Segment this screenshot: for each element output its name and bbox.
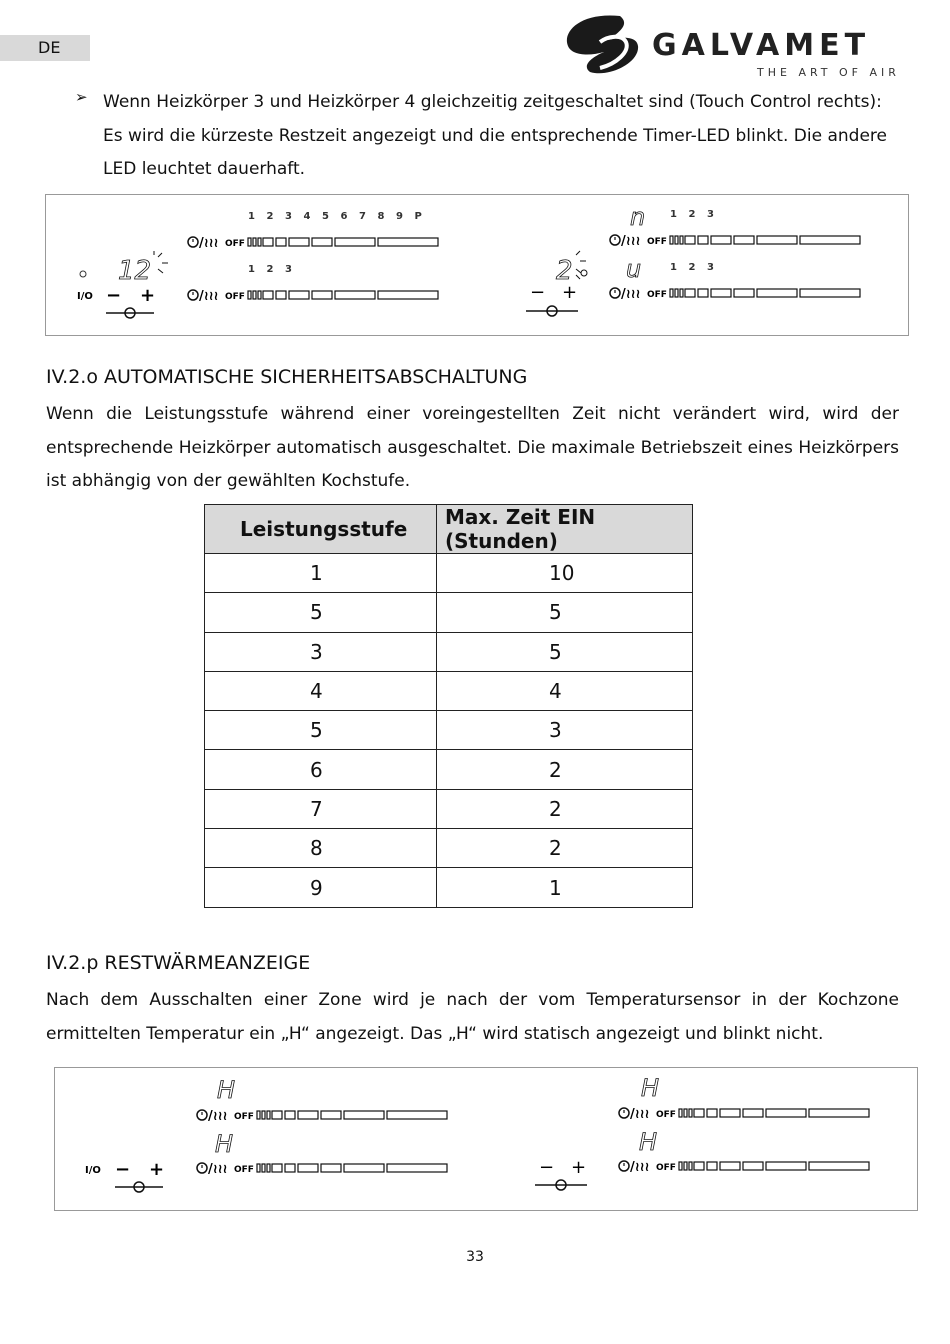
cell-hours: 3 — [437, 711, 693, 750]
cell-level: 4 — [205, 671, 437, 710]
zone-row-top-right — [610, 209, 860, 249]
off-label: OFF — [225, 239, 245, 249]
cell-hours: 2 — [437, 750, 693, 789]
panel1-drawing — [46, 195, 910, 337]
heat-icon: /≀≀≀ — [630, 1107, 650, 1122]
power-bar-segment — [272, 1164, 282, 1172]
power-bar-segment — [800, 236, 860, 244]
power-bar-segment — [694, 1162, 704, 1170]
power-bar-segment — [285, 1164, 295, 1172]
scale-label: P — [414, 211, 422, 222]
heat-icon: /≀≀≀ — [208, 1109, 228, 1124]
io-label: I/O — [77, 291, 93, 302]
off-label: OFF — [647, 290, 667, 300]
zone-row-2-bottom-right — [619, 1160, 869, 1175]
power-bar-segment — [262, 1111, 265, 1119]
power-bar-segment — [766, 1109, 806, 1117]
power-bar-segment — [298, 1111, 318, 1119]
power-bar-segment — [253, 238, 256, 246]
power-level-table — [204, 504, 693, 908]
table-row — [205, 632, 693, 671]
zone-row-bottom-right — [610, 262, 860, 302]
brand-tagline: THE ART OF AIR — [757, 66, 900, 79]
power-bar-segment — [684, 1109, 687, 1117]
right-top-digit: n — [630, 203, 646, 231]
h-display-2: H — [215, 1130, 234, 1158]
power-bar-segment — [258, 291, 261, 299]
power-bar-segment — [378, 238, 438, 246]
cell-level: 6 — [205, 750, 437, 789]
power-bar-segment — [312, 291, 332, 299]
off-label: OFF — [234, 1165, 254, 1175]
power-bar-segment — [757, 289, 797, 297]
scale-label: 7 — [359, 211, 366, 222]
power-bar-segment — [258, 238, 261, 246]
blink-led-icon — [581, 270, 587, 276]
power-bar-segment — [680, 289, 683, 297]
power-bar-segment — [267, 1164, 270, 1172]
power-bar-segment — [679, 1162, 682, 1170]
cell-level: 5 — [205, 711, 437, 750]
power-bar-segment — [321, 1111, 341, 1119]
power-bar-segment — [276, 238, 286, 246]
minus-key-right: − — [530, 282, 546, 303]
scale-label: 6 — [340, 211, 348, 222]
power-bar-segment — [679, 1109, 682, 1117]
power-bar-segment — [312, 238, 332, 246]
cell-hours: 10 — [437, 554, 693, 593]
power-bar-segment — [711, 236, 731, 244]
power-bar-segment — [800, 289, 860, 297]
power-bar-segment — [766, 1162, 806, 1170]
brand-name: GALVAMET — [652, 28, 871, 63]
scale-label: 8 — [377, 211, 385, 222]
scale-label: 3 — [285, 264, 292, 275]
power-bar-segment — [262, 1164, 265, 1172]
scale-label: 5 — [322, 211, 329, 222]
power-bar-segment — [670, 289, 673, 297]
power-bar-segment — [689, 1162, 692, 1170]
minus-key-2: − — [115, 1159, 131, 1180]
power-bar-segment — [257, 1111, 260, 1119]
plus-key-2r: + — [571, 1157, 587, 1178]
minus-key: − — [106, 285, 122, 306]
table-row — [205, 829, 693, 868]
touch-control-panel-timer — [45, 194, 909, 336]
scale-label: 2 — [266, 211, 274, 222]
table-row — [205, 554, 693, 593]
table-row — [205, 593, 693, 632]
power-bar-segment — [378, 291, 438, 299]
power-bar-segment — [689, 1109, 692, 1117]
h-display-3: H — [641, 1074, 660, 1102]
zone-row-2-top-right — [619, 1107, 869, 1122]
scale-label: 3 — [707, 209, 714, 220]
power-bar-segment — [734, 289, 754, 297]
residual-heat-text: Nach dem Ausschalten einer Zone wird je nach der vom Temperatursensor in der Kochzone ermittelten Temperatur ein „H“ angezeigt. Das „H“ wird statisch angezeigt und blinkt nicht. — [46, 990, 899, 1044]
power-bar-segment — [344, 1164, 384, 1172]
power-bar-segment — [253, 291, 256, 299]
cell-level: 5 — [205, 593, 437, 632]
off-label: OFF — [225, 292, 245, 302]
power-bar-segment — [248, 291, 251, 299]
safety-shutoff-text: Wenn die Leistungsstufe während einer voreingestellten Zeit nicht verändert wird, wird der entsprechende Heizkörper automatisch ausgeschaltet. Die maximale Betriebszeit eines Heizkörpers ist abhängig von der gewählten Kochstufe. — [46, 404, 899, 491]
h-display-4: H — [639, 1128, 658, 1156]
cell-hours: 2 — [437, 829, 693, 868]
power-bar-segment — [720, 1162, 740, 1170]
power-bar-segment — [675, 236, 678, 244]
table-row — [205, 711, 693, 750]
heading-safety-shutoff: IV.2.o AUTOMATISCHE SICHERHEITSABSCHALTUNG — [46, 366, 528, 388]
blink-rays-icon — [154, 251, 168, 273]
power-bar-segment — [276, 291, 286, 299]
power-bar-segment — [267, 1111, 270, 1119]
power-bar-segment — [720, 1109, 740, 1117]
power-led-icon — [80, 271, 86, 277]
table-row — [205, 671, 693, 710]
heat-icon: /≀≀≀ — [199, 236, 219, 251]
plus-key-2: + — [149, 1159, 165, 1180]
zone-row-top-left — [188, 211, 438, 251]
cell-hours: 5 — [437, 632, 693, 671]
panel2-drawing — [55, 1068, 919, 1212]
zone-row-2-bottom-left — [197, 1162, 447, 1177]
power-bar-segment — [263, 238, 273, 246]
off-label: OFF — [647, 237, 667, 247]
power-bar-segment — [321, 1164, 341, 1172]
cell-level: 7 — [205, 789, 437, 828]
power-bar-segment — [757, 236, 797, 244]
heat-icon: /≀≀≀ — [199, 289, 219, 304]
power-bar-segment — [698, 289, 708, 297]
heat-icon: /≀≀≀ — [208, 1162, 228, 1177]
power-bar-segment — [335, 238, 375, 246]
language-tag: DE — [0, 35, 90, 61]
heat-icon: /≀≀≀ — [630, 1160, 650, 1175]
scale-label: 4 — [303, 211, 311, 222]
zone-row-bottom-left — [188, 264, 438, 304]
scale-label: 1 — [670, 262, 677, 273]
touch-control-panel-residual — [54, 1067, 918, 1211]
table-header-time: Max. Zeit EIN (Stunden) — [437, 505, 693, 554]
power-bar-segment — [289, 238, 309, 246]
power-bar-segment — [711, 289, 731, 297]
plus-key-right: + — [562, 282, 578, 303]
scale-label: 1 — [248, 211, 255, 222]
scale-label: 1 — [670, 209, 677, 220]
right-bottom-digit: u — [626, 255, 642, 283]
power-bar-segment — [257, 1164, 260, 1172]
power-bar-segment — [263, 291, 273, 299]
power-bar-segment — [298, 1164, 318, 1172]
plus-key: + — [140, 285, 156, 306]
zone-row-2-top-left — [197, 1109, 447, 1124]
off-label: OFF — [656, 1163, 676, 1173]
power-bar-segment — [685, 236, 695, 244]
heat-icon: /≀≀≀ — [621, 234, 641, 249]
power-bar-segment — [809, 1109, 869, 1117]
scale-label: 1 — [248, 264, 255, 275]
power-bar-segment — [285, 1111, 295, 1119]
power-bar-segment — [743, 1162, 763, 1170]
power-bar-segment — [335, 291, 375, 299]
page-number: 33 — [466, 1249, 484, 1265]
scale-label: 3 — [707, 262, 714, 273]
h-display-1: H — [217, 1076, 236, 1104]
table-header-row — [205, 505, 693, 554]
power-bar-segment — [707, 1109, 717, 1117]
cell-hours: 5 — [437, 593, 693, 632]
galvamet-logo-icon — [560, 12, 645, 78]
scale-label: 3 — [285, 211, 292, 222]
power-bar-segment — [670, 236, 673, 244]
cell-hours: 1 — [437, 868, 693, 907]
power-bar-segment — [809, 1162, 869, 1170]
right-display: 2 — [556, 256, 573, 286]
power-bar-segment — [707, 1162, 717, 1170]
power-bar-segment — [248, 238, 251, 246]
scale-label: 2 — [266, 264, 274, 275]
left-display: 12 — [118, 256, 152, 286]
cell-level: 1 — [205, 554, 437, 593]
power-bar-segment — [289, 291, 309, 299]
power-bar-segment — [734, 236, 754, 244]
heat-icon: /≀≀≀ — [621, 287, 641, 302]
heading-residual-heat: IV.2.p RESTWÄRMEANZEIGE — [46, 952, 311, 974]
scale-label: 2 — [688, 209, 696, 220]
power-bar-segment — [675, 289, 678, 297]
power-bar-segment — [387, 1111, 447, 1119]
power-bar-segment — [272, 1111, 282, 1119]
table-row — [205, 868, 693, 907]
power-bar-segment — [743, 1109, 763, 1117]
power-bar-segment — [685, 289, 695, 297]
off-label: OFF — [234, 1112, 254, 1122]
cell-hours: 2 — [437, 789, 693, 828]
off-label: OFF — [656, 1110, 676, 1120]
minus-key-2r: − — [539, 1157, 555, 1178]
power-bar-segment — [694, 1109, 704, 1117]
bullet-marker: ➢ — [75, 88, 88, 106]
bullet-text: Wenn Heizkörper 3 und Heizkörper 4 gleichzeitig zeitgeschaltet sind (Touch Control rechts): Es wird die kürzeste Restzeit angezeigt und die entsprechende Timer-LED blinkt. Die andere LED leuchtet dauerhaft. — [103, 92, 887, 179]
scale-label: 9 — [396, 211, 403, 222]
io-label-2: I/O — [85, 1165, 101, 1176]
cell-level: 3 — [205, 632, 437, 671]
cell-level: 8 — [205, 829, 437, 868]
power-bar-segment — [698, 236, 708, 244]
power-bar-segment — [387, 1164, 447, 1172]
table-row — [205, 789, 693, 828]
power-bar-segment — [684, 1162, 687, 1170]
cell-level: 9 — [205, 868, 437, 907]
scale-label: 2 — [688, 262, 696, 273]
table-row — [205, 750, 693, 789]
table-header-level: Leistungsstufe — [205, 505, 437, 554]
cell-hours: 4 — [437, 671, 693, 710]
power-bar-segment — [680, 236, 683, 244]
power-bar-segment — [344, 1111, 384, 1119]
